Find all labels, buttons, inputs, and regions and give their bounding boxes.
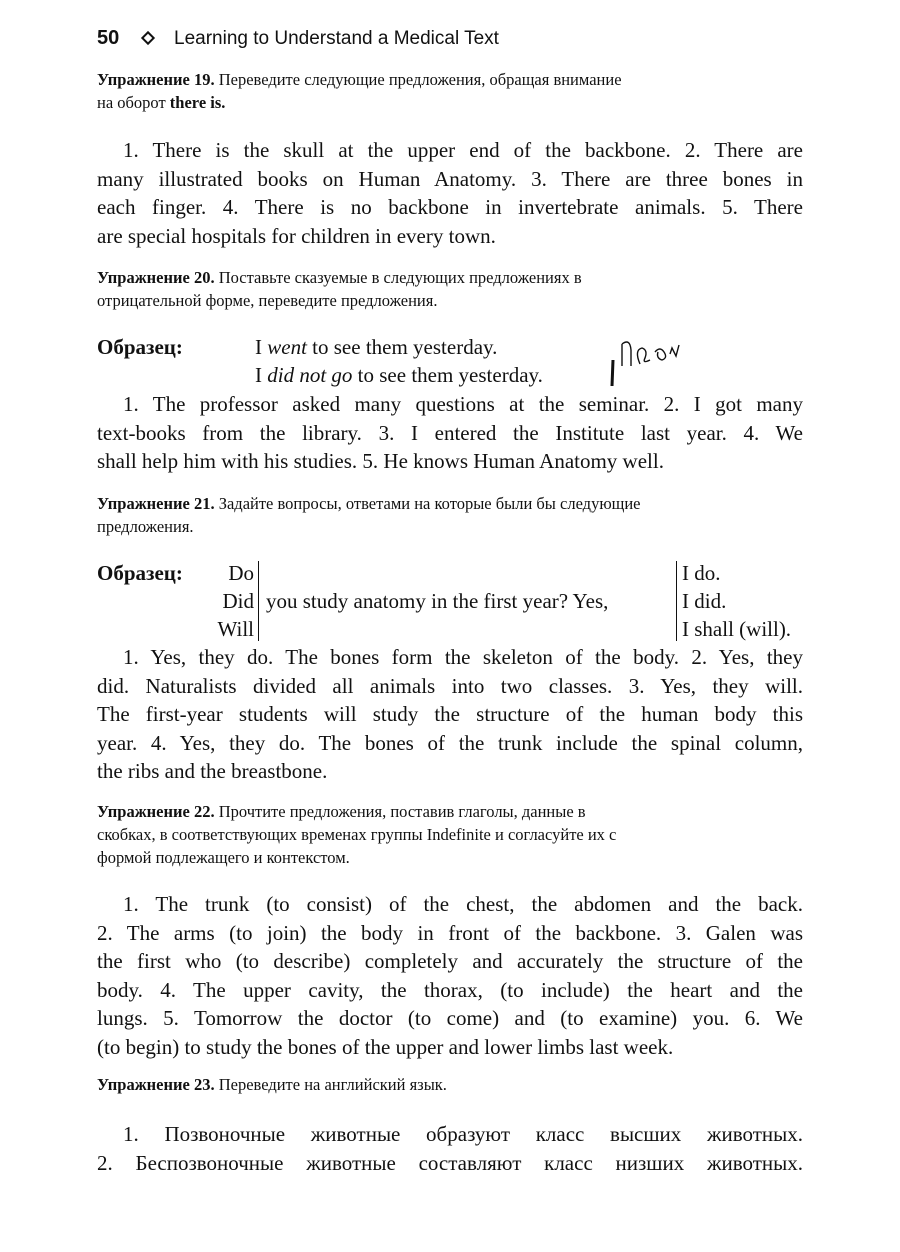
text-line: did. Naturalists divided all animals into two classes. 3. Yes, they will.	[97, 673, 803, 698]
exercise-22-label: Упражнение 22.	[97, 802, 215, 821]
exercise-21-instruction	[97, 492, 803, 538]
exercise-19-text	[97, 136, 803, 250]
text-line: lungs. 5. Tomorrow the doctor (to come) and (to examine) you. 6. We	[97, 1006, 803, 1030]
exercise-23-instruction	[97, 1073, 803, 1096]
text-line: each finger. 4. There is no backbone in invertebrate animals. 5. There	[97, 195, 803, 219]
text-line: 1. The trunk (to consist) of the chest, the abdomen and the back.	[123, 892, 803, 916]
exercise-20-text	[97, 390, 803, 476]
exercise-20-label: Упражнение 20.	[97, 268, 215, 287]
sample-question: you study anatomy in the first year? Yes,	[266, 589, 609, 613]
exercise-21-label: Упражнение 21.	[97, 494, 215, 513]
sample-text: I	[255, 335, 268, 359]
instruction-text: формой подлежащего и контекстом.	[97, 848, 350, 867]
exercise-21-sample-label	[97, 559, 183, 588]
text-line: many illustrated books on Human Anatomy. 3. There are three bones in	[97, 166, 803, 191]
aux-verb-do: Do	[228, 561, 254, 585]
text-line: 1. Позвоночные животные образуют класс высших животных.	[123, 1122, 803, 1146]
exercise-21-text	[97, 643, 803, 786]
answer-do: I do.	[682, 561, 721, 585]
instruction-text: Переведите на английский язык.	[218, 1075, 447, 1094]
text-line: the ribs and the breastbone.	[97, 759, 328, 783]
text-line: are special hospitals for children in every town.	[97, 223, 496, 248]
sample-emphasis: went	[267, 335, 307, 359]
bracket-left	[258, 561, 259, 641]
instruction-text: Переведите следующие предложения, обращая внимание	[218, 70, 622, 89]
exercise-20-sample-label	[97, 333, 183, 362]
text-line: text-books from the library. 3. I entered the Institute last year. 4. We	[97, 420, 803, 445]
text-line: 2. Беспозвоночные животные составляют класс низших животных.	[97, 1150, 803, 1175]
sample-label: Образец:	[97, 335, 183, 359]
instruction-text: скобках, в соответствующих временах группы Indefinite и согласуйте их с	[97, 825, 617, 844]
exercise-19-instruction	[97, 68, 803, 114]
sample-emphasis: did not go	[267, 363, 353, 387]
sample-text: to see them yesterday.	[352, 363, 543, 387]
sample-text: I	[255, 363, 268, 387]
exercise-23-text	[97, 1120, 803, 1177]
exercise-23-label: Упражнение 23.	[97, 1075, 215, 1094]
answer-will: I shall (will).	[682, 617, 792, 641]
text-line: body. 4. The upper cavity, the thorax, (to include) the heart and the	[97, 977, 803, 1002]
exercise-20-sample-line-2	[255, 361, 543, 390]
instruction-bold: there is.	[169, 93, 226, 112]
text-line: 1. There is the skull at the upper end of the backbone. 2. There are	[123, 138, 803, 162]
sample-text: to see them yesterday.	[306, 335, 498, 359]
text-line: year. 4. Yes, they do. The bones of the trunk include the spinal column,	[97, 730, 803, 755]
sample-label: Образец:	[97, 561, 183, 585]
text-line: 2. The arms (to join) the body in front of the backbone. 3. Galen was	[97, 920, 803, 945]
aux-verb-will: Will	[217, 617, 254, 641]
instruction-text: Задайте вопросы, ответами на которые были бы следующие	[218, 494, 641, 513]
exercise-20-sample-line-1	[255, 333, 497, 362]
text-line: shall help him with his studies. 5. He knows Human Anatomy well.	[97, 449, 664, 473]
instruction-text: Поставьте сказуемые в следующих предложениях в	[218, 268, 582, 287]
page-number: 50	[97, 27, 120, 49]
text-line: the first who (to describe) completely and accurately the structure of the	[97, 949, 803, 973]
exercise-20-instruction	[97, 266, 803, 312]
instruction-text: на оборот	[97, 93, 166, 112]
instruction-text: отрицательной форме, переведите предложения.	[97, 291, 438, 310]
instruction-text: предложения.	[97, 517, 194, 536]
instruction-text: Прочтите предложения, поставив глаголы, данные в	[218, 802, 586, 821]
bracket-right	[676, 561, 677, 641]
aux-verb-did: Did	[222, 589, 254, 613]
diamond-icon	[141, 31, 155, 45]
text-line: 1. The professor asked many questions at the seminar. 2. I got many	[123, 392, 803, 416]
text-line: The first-year students will study the structure of the human body this	[97, 702, 803, 726]
handwritten-note-mark	[600, 330, 720, 390]
answer-did: I did.	[682, 589, 727, 613]
exercise-22-instruction	[97, 800, 803, 869]
exercise-22-text	[97, 890, 803, 1061]
text-line: 1. Yes, they do. The bones form the skeleton of the body. 2. Yes, they	[123, 645, 803, 669]
text-line: (to begin) to study the bones of the upper and lower limbs last week.	[97, 1034, 674, 1059]
running-title: Learning to Understand a Medical Text	[174, 28, 499, 49]
exercise-19-label: Упражнение 19.	[97, 70, 215, 89]
